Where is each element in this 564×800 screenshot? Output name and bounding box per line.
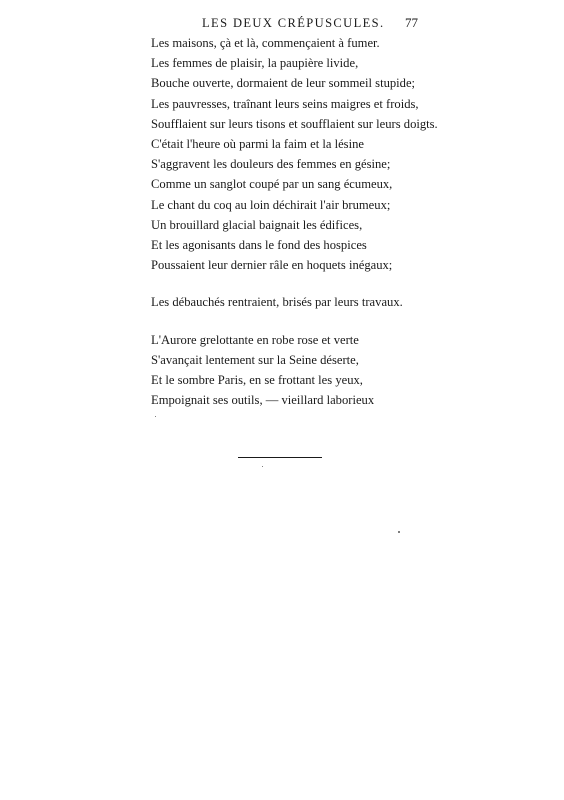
ink-speck	[398, 531, 400, 533]
verse-line: Et les agonisants dans le fond des hospices	[151, 238, 367, 253]
verse-line: Les pauvresses, traînant leurs seins maigres et froids,	[151, 96, 419, 111]
verse-line: S'aggravent les douleurs des femmes en gésine;	[151, 157, 391, 172]
verse-line: Comme un sanglot coupé par un sang écumeux,	[151, 177, 393, 192]
verse-line: Les femmes de plaisir, la paupière livide,	[151, 56, 359, 71]
verse-line: Empoignait ses outils, — vieillard laborieux	[151, 393, 375, 408]
page-number: 77	[405, 15, 418, 30]
verse-line: Et le sombre Paris, en se frottant les yeux,	[151, 373, 363, 388]
verse-line: C'était l'heure où parmi la faim et la lésine	[151, 137, 364, 152]
ink-speck	[262, 466, 263, 467]
verse-line: Les maisons, çà et là, commençaient à fumer.	[151, 36, 380, 50]
verse-line: Les débauchés rentraient, brisés par leurs travaux.	[151, 295, 403, 310]
stanza	[151, 33, 441, 275]
end-rule	[238, 457, 322, 458]
verse-line: Poussaient leur dernier râle en hoquets inégaux;	[151, 258, 393, 273]
verse-line: S'avançait lentement sur la Seine déserte,	[151, 352, 359, 367]
verse-line: Le chant du coq au loin déchirait l'air brumeux;	[151, 197, 391, 212]
verse-line: L'Aurore grelottante en robe rose et verte	[151, 332, 359, 347]
stanza	[151, 292, 441, 312]
verse-line: Bouche ouverte, dormaient de leur sommeil stupide;	[151, 76, 416, 91]
ink-speck	[155, 416, 156, 417]
poem-body	[151, 33, 441, 410]
verse-line: Soufflaient sur leurs tisons et soufflaient sur leurs doigts.	[151, 116, 438, 131]
verse-line: Un brouillard glacial baignait les édifices,	[151, 217, 363, 232]
stanza	[151, 330, 441, 411]
running-title: LES DEUX CRÉPUSCULES.	[202, 16, 385, 30]
